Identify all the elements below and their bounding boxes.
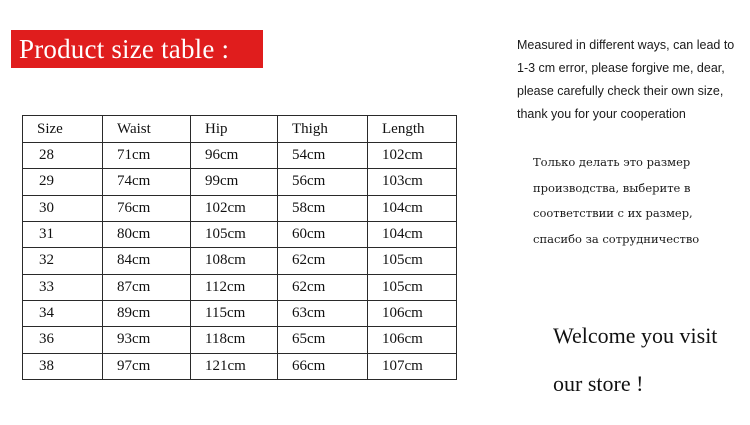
table-row	[23, 300, 457, 326]
header-length: Length	[368, 116, 457, 143]
cell-length: 105cm	[368, 274, 457, 300]
table-row	[23, 274, 457, 300]
note-en-line: 1-3 cm error, please forgive me, dear,	[517, 61, 725, 75]
cell-length: 106cm	[368, 327, 457, 353]
cell-length: 106cm	[368, 300, 457, 326]
measurement-note-russian	[533, 150, 750, 252]
cell-thigh: 56cm	[278, 169, 368, 195]
note-ru-line: Только делать это размер	[533, 155, 691, 169]
cell-thigh: 58cm	[278, 195, 368, 221]
cell-size: 34	[23, 300, 103, 326]
cell-size: 28	[23, 143, 103, 169]
header-size: Size	[23, 116, 103, 143]
cell-waist: 74cm	[103, 169, 191, 195]
cell-thigh: 62cm	[278, 274, 368, 300]
cell-thigh: 62cm	[278, 248, 368, 274]
table-row	[23, 143, 457, 169]
table-row	[23, 195, 457, 221]
cell-hip: 102cm	[191, 195, 278, 221]
note-en-line: Measured in different ways, can lead to	[517, 38, 735, 52]
cell-length: 105cm	[368, 248, 457, 274]
cell-size: 30	[23, 195, 103, 221]
note-en-line: thank you for your cooperation	[517, 107, 686, 121]
cell-hip: 112cm	[191, 274, 278, 300]
table-row	[23, 221, 457, 247]
cell-hip: 99cm	[191, 169, 278, 195]
cell-length: 103cm	[368, 169, 457, 195]
cell-size: 29	[23, 169, 103, 195]
cell-hip: 115cm	[191, 300, 278, 326]
cell-waist: 80cm	[103, 221, 191, 247]
size-table	[22, 115, 457, 380]
table-body	[23, 143, 457, 380]
table-row	[23, 353, 457, 379]
cell-length: 107cm	[368, 353, 457, 379]
cell-size: 32	[23, 248, 103, 274]
welcome-message	[553, 312, 750, 408]
cell-hip: 118cm	[191, 327, 278, 353]
cell-thigh: 63cm	[278, 300, 368, 326]
note-en-line: please carefully check their own size,	[517, 84, 724, 98]
table-row	[23, 169, 457, 195]
table-row	[23, 248, 457, 274]
cell-thigh: 54cm	[278, 143, 368, 169]
cell-thigh: 66cm	[278, 353, 368, 379]
cell-waist: 76cm	[103, 195, 191, 221]
header-thigh: Thigh	[278, 116, 368, 143]
note-ru-line: спасибо за сотрудничество	[533, 231, 700, 246]
measurement-note-english	[517, 34, 749, 126]
cell-waist: 97cm	[103, 353, 191, 379]
cell-size: 36	[23, 327, 103, 353]
cell-waist: 87cm	[103, 274, 191, 300]
cell-size: 38	[23, 353, 103, 379]
cell-size: 33	[23, 274, 103, 300]
cell-waist: 71cm	[103, 143, 191, 169]
note-ru-line: производства, выберите в	[533, 180, 691, 195]
cell-hip: 96cm	[191, 143, 278, 169]
cell-length: 102cm	[368, 143, 457, 169]
cell-hip: 108cm	[191, 248, 278, 274]
header-hip: Hip	[191, 116, 278, 143]
cell-waist: 84cm	[103, 248, 191, 274]
cell-length: 104cm	[368, 221, 457, 247]
cell-length: 104cm	[368, 195, 457, 221]
note-ru-line: соответствии с их размер,	[533, 206, 693, 220]
cell-hip: 121cm	[191, 353, 278, 379]
welcome-line: our store !	[553, 371, 644, 396]
cell-size: 31	[23, 221, 103, 247]
cell-waist: 89cm	[103, 300, 191, 326]
title-banner: Product size table :	[11, 30, 263, 68]
welcome-line: Welcome you visit	[553, 323, 718, 348]
cell-thigh: 60cm	[278, 221, 368, 247]
cell-hip: 105cm	[191, 221, 278, 247]
cell-waist: 93cm	[103, 327, 191, 353]
cell-thigh: 65cm	[278, 327, 368, 353]
header-waist: Waist	[103, 116, 191, 143]
table-header-row	[23, 116, 457, 143]
table-row	[23, 327, 457, 353]
size-table-container	[22, 115, 456, 380]
